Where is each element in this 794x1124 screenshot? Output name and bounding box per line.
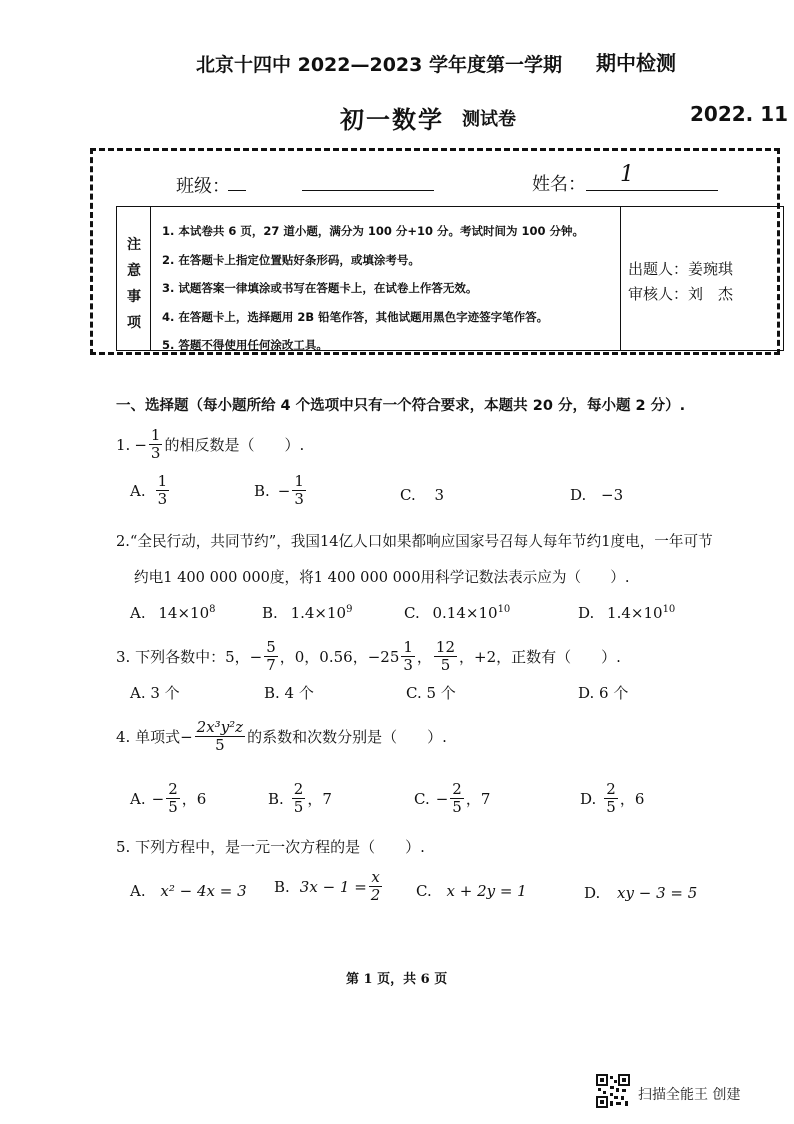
q3-option-a[interactable]: A. 3 个: [130, 684, 180, 702]
q1-b-sign: −: [277, 481, 291, 500]
q1-fraction: [149, 428, 163, 461]
q1-d-value: −3: [601, 486, 624, 504]
q3-n3-num: 12: [435, 638, 456, 656]
q4-c-den: 5: [452, 798, 462, 816]
q1-frac-num: 1: [150, 426, 161, 444]
q1-d-label: D.: [570, 486, 587, 504]
q5-c-label: C.: [416, 882, 432, 900]
q1-sign: −: [134, 435, 147, 454]
q5-option-a[interactable]: [130, 882, 247, 900]
q4-c-num: 2: [452, 780, 462, 798]
q3-n1-den: 7: [266, 656, 276, 674]
q4-b-num: 2: [293, 780, 304, 798]
q2-line1: 2.“全民行动，共同节约”，我国14亿人口如果都响应国家号召每人每年节约1度电，一年可节: [116, 533, 713, 550]
notice-char: 注: [127, 237, 141, 253]
subject-title: 初一数学: [340, 105, 444, 134]
exam-date: 2022. 11: [690, 102, 789, 126]
q1-b-label: B.: [254, 481, 270, 500]
q5-option-b[interactable]: [274, 870, 384, 903]
q4-option-b[interactable]: [268, 782, 332, 815]
author: 出题人：姜琬琪: [628, 260, 734, 278]
q2-option-c[interactable]: [404, 604, 510, 622]
q3-mid: ，0，0.56，: [279, 648, 368, 666]
q3-prefix: 3. 下列各数中：5，: [116, 648, 250, 666]
q3-n2-whole: −25: [367, 647, 400, 666]
q1-b-den: 3: [294, 490, 304, 508]
q3-option-d[interactable]: D. 6 个: [578, 684, 629, 702]
q3-sep: ，: [416, 648, 432, 666]
q2-a-base: 14×10: [158, 604, 210, 622]
q2-a-exp: 8: [209, 604, 216, 615]
q3-option-c[interactable]: C. 5 个: [406, 684, 456, 702]
q5-b-expr: 3x − 1 =: [299, 877, 367, 896]
q4-sign: −: [180, 727, 193, 746]
q2-d-label: D.: [578, 604, 595, 622]
q4-option-a[interactable]: [130, 782, 206, 815]
scanner-watermark: 扫描全能王 创建: [638, 1087, 741, 1103]
q2-c-exp: 10: [497, 604, 511, 615]
q4-a-num: 2: [168, 780, 178, 798]
q5-b-den: 2: [370, 886, 381, 904]
q3-n3-den: 5: [440, 656, 451, 674]
exam-title: 北京十四中 2022—2023 学年度第一学期: [196, 54, 562, 76]
q4-a-degree: ，6: [181, 790, 207, 808]
q4-d-den: 5: [606, 798, 616, 816]
q5-a-expr: x² − 4x = 3: [160, 882, 247, 900]
q2-c-label: C.: [404, 604, 420, 622]
q3-suffix: ，+2，正数有（ ）.: [459, 648, 621, 666]
section-title: 一、选择题（每小题所给 4 个选项中只有一个符合要求，本题共 20 分，每小题 2 分）.: [116, 398, 686, 414]
q1-a-label: A.: [130, 481, 146, 500]
class-label: 班级：: [176, 176, 230, 197]
q1-b-fraction: [292, 474, 306, 507]
q2-d-base: 1.4×10: [607, 604, 663, 622]
q1-option-b[interactable]: [254, 474, 308, 507]
q4-c-degree: ，7: [465, 790, 491, 808]
notice-item: 2. 在答题卡上指定位置贴好条形码，或填涂考号。: [162, 252, 420, 267]
q3-n1-sign: −: [249, 647, 263, 666]
notice-char: 项: [127, 315, 141, 331]
q2-option-b[interactable]: [262, 604, 352, 622]
q4-b-fraction: [292, 782, 306, 815]
q3-n3-fraction: [434, 640, 457, 673]
q1-c-label: C.: [400, 486, 416, 504]
q4-text: 的系数和次数分别是（ ）.: [247, 728, 447, 746]
q4-c-label: C.: [414, 789, 430, 808]
class-field[interactable]: [228, 190, 246, 191]
q1-c-value: 3: [434, 486, 445, 504]
q2-option-d[interactable]: [578, 604, 675, 622]
q5-b-label: B.: [274, 877, 290, 896]
q1-option-d[interactable]: [570, 486, 623, 504]
q1-a-fraction: [156, 474, 170, 507]
notice-divider-right: [620, 206, 621, 351]
exam-type: 期中检测: [596, 51, 676, 75]
name-value: 1: [620, 162, 634, 187]
q4-d-num: 2: [606, 780, 616, 798]
reviewer: 审核人：刘 杰: [628, 285, 734, 303]
q4-a-sign: −: [151, 789, 165, 808]
name-label: 姓名：: [532, 174, 586, 195]
notice-item: 4. 在答题卡上，选择题用 2B 铅笔作答，其他试题用黑色字迹签字笔作答。: [162, 309, 549, 324]
q4-frac-num: 2x³y²z: [196, 718, 244, 736]
q4-b-label: B.: [268, 789, 284, 808]
q4-a-den: 5: [168, 798, 178, 816]
q4-fraction: [195, 720, 245, 753]
q3-n2-fraction: [401, 640, 415, 673]
q2-a-label: A.: [130, 604, 146, 622]
notice-side-label: [124, 232, 144, 336]
q5-b-num: x: [371, 868, 380, 886]
q5-c-expr: x + 2y = 1: [446, 882, 527, 900]
q2-line2: 约电1 400 000 000度，将1 400 000 000用科学记数法表示应为（ ）.: [134, 569, 630, 586]
q4-c-fraction: [450, 782, 464, 815]
q3-n1-num: 5: [266, 638, 276, 656]
question-4: [116, 720, 447, 753]
q3-option-b[interactable]: B. 4 个: [264, 684, 314, 702]
q4-prefix: 4. 单项式: [116, 728, 181, 746]
q4-d-degree: ，6: [619, 790, 645, 808]
question-5: 5. 下列方程中，是一元一次方程的是（ ）.: [116, 838, 425, 856]
q1-b-num: 1: [294, 472, 304, 490]
qr-code-icon: [596, 1074, 630, 1108]
notice-char: 意: [127, 263, 141, 279]
q4-b-degree: ，7: [307, 790, 332, 808]
q2-d-exp: 10: [662, 604, 676, 615]
q4-d-label: D.: [580, 789, 597, 808]
q5-a-label: A.: [130, 882, 146, 900]
question-1: [116, 428, 304, 461]
class-field-line[interactable]: [302, 190, 434, 191]
q3-n2-num: 1: [403, 638, 413, 656]
q1-a-den: 3: [157, 490, 168, 508]
notice-list: [162, 217, 584, 360]
q5-option-d[interactable]: [584, 884, 697, 902]
subject-suffix: 测试卷: [462, 109, 516, 130]
q3-n1-fraction: [264, 640, 278, 673]
q4-option-c[interactable]: [414, 782, 490, 815]
q1-number: 1.: [116, 435, 131, 454]
q3-n2-den: 3: [403, 656, 413, 674]
q1-option-c[interactable]: [400, 486, 444, 504]
q2-b-exp: 9: [346, 604, 353, 615]
name-field[interactable]: [586, 190, 718, 191]
q5-d-label: D.: [584, 884, 601, 902]
q2-option-a[interactable]: [130, 604, 216, 622]
q1-option-a[interactable]: [130, 474, 171, 507]
q4-c-sign: −: [435, 789, 449, 808]
q2-b-base: 1.4×10: [290, 604, 347, 622]
page-number: 第 1 页，共 6 页: [346, 972, 448, 987]
q4-a-label: A.: [130, 789, 146, 808]
q1-a-num: 1: [157, 472, 168, 490]
q4-d-fraction: [604, 782, 618, 815]
q5-b-fraction: [369, 870, 383, 903]
notice-divider-left: [150, 206, 151, 351]
q5-d-expr: xy − 3 = 5: [617, 884, 698, 902]
q4-option-d[interactable]: [580, 782, 644, 815]
notice-item: 1. 本试卷共 6 页，27 道小题，满分为 100 分+10 分。考试时间为 100 分钟。: [162, 224, 585, 238]
question-3: [116, 640, 621, 673]
notice-item: 3. 试题答案一律填涂或书写在答题卡上，在试卷上作答无效。: [162, 281, 478, 295]
q4-a-fraction: [166, 782, 180, 815]
q2-c-base: 0.14×10: [432, 604, 498, 622]
notice-item: 5. 答题不得使用任何涂改工具。: [162, 338, 328, 352]
q4-frac-den: 5: [215, 736, 225, 754]
q1-text: 的相反数是（ ）.: [164, 436, 305, 454]
q5-option-c[interactable]: [416, 882, 527, 900]
notice-char: 事: [127, 289, 141, 305]
q1-frac-den: 3: [150, 444, 161, 462]
q2-b-label: B.: [262, 604, 278, 622]
q4-b-den: 5: [293, 798, 304, 816]
